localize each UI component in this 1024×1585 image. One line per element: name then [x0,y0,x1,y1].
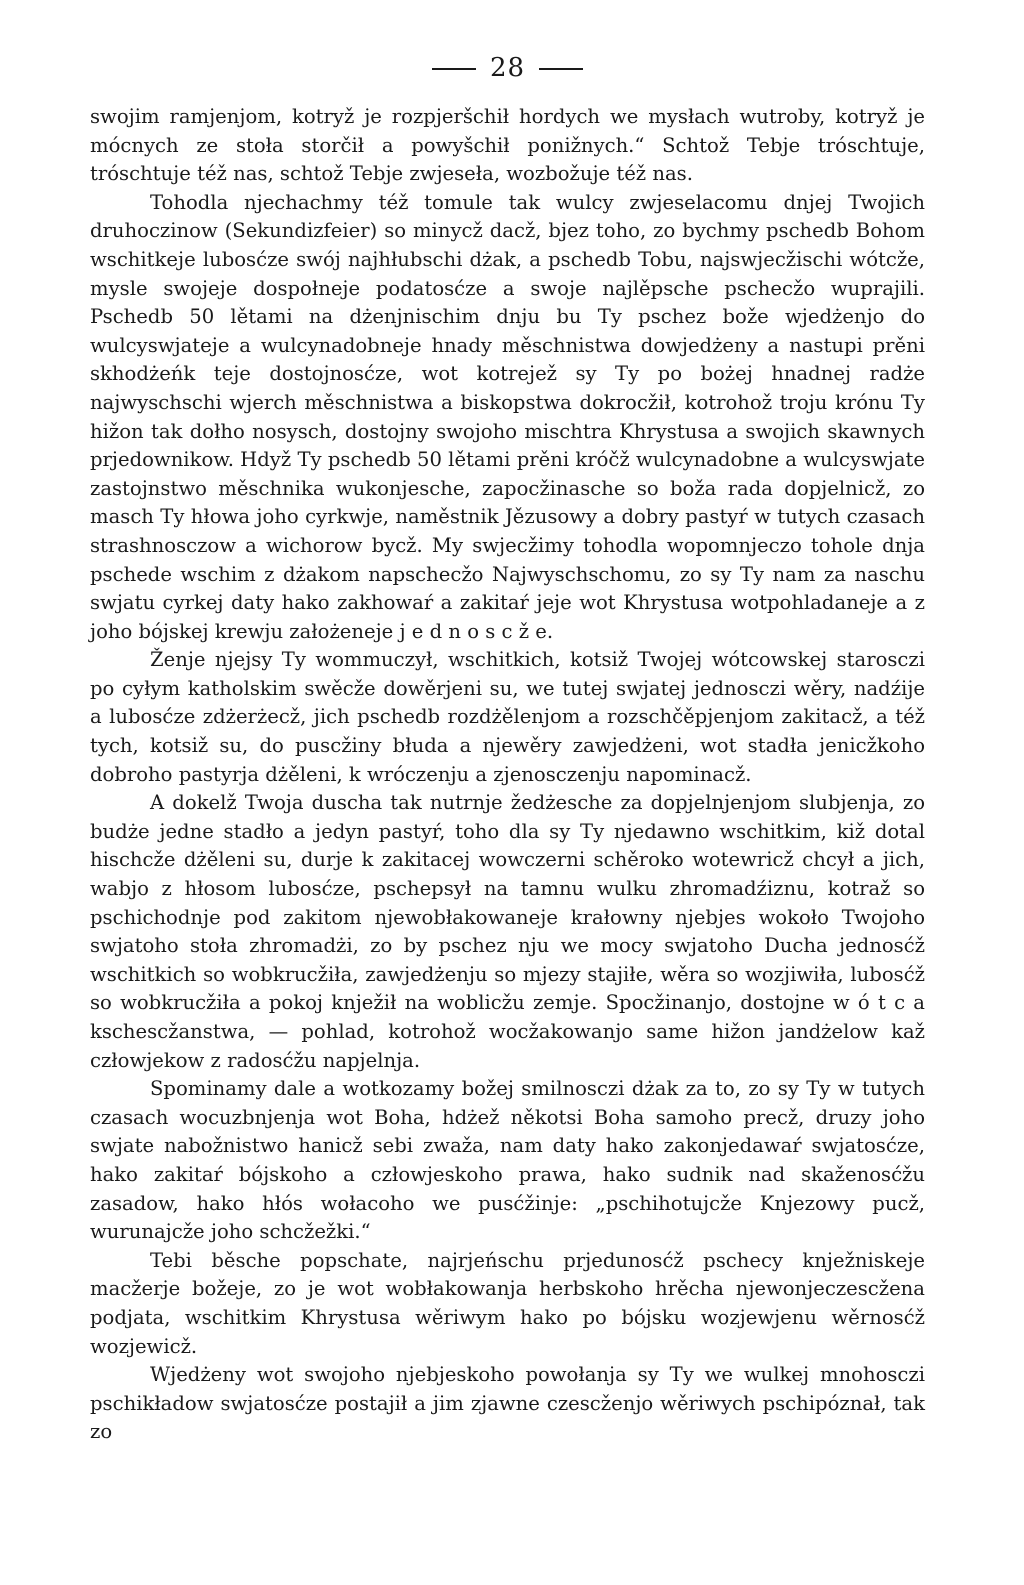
document-page [90,55,925,1447]
paragraph-6: Tebi běsche popschate, najrjeńschu prjedunosćž pschecy knježniskeje macžerje božeje, zo je wot wobłakowanja herbskoho hrěcha njewonjeczescžena podjata, wschitkim Khrystusa wěriwym hako po bójsku wozjewjenu wěrnosćž wozjewicž. [90,1248,925,1358]
right-dash [539,68,583,70]
paragraph-2: Tohodla njechachmy též tomule tak wulcy zwjeselacomu dnjej Twojich druhoczinow (Sekundizfeier) so minycž dacž, bjez toho, zo bychmy pschedb Bohom wschitkeje lubosćze swój najhłubschi dżak, a pschedb Tobu, najswjecžischi wótcže, mysle swojeje dospołneje podatosćze a swoje najlěpsche pschecžo wuprajili. Pschedb 50 lětami na dżenjnischim dnju bu Ty pschez bože wjedżenjo do wulcyswjateje a wulcynadobneje hnady měschnistwa dowjedżeny a nastupi prěni skhodżeńk teje dostojnosćze, wot kotrejež sy Ty po bożej hnadnej radże najwyschschi wjerch měschnistwa a biskopstwa dokrocžił, kotrohož troju krónu Ty hižon tak dołho nosysch, dostojny swojoho mischtra Khrystusa a swojich skawnych prjedownikow. Hdyž Ty pschedb 50 lětami prěni króčž wulcynadobne a wulcyswjate zastojnstwo měschnika wukonjesche, zapocžinasche so boža rada dopjelnicž, zo masch Ty hłowa joho cyrkwje, naměstnik Jězusowy a dobry pastyŕ w tutych czasach strashnosczow a wichorow bycž. My swjecžimy tohodla wopomnjeczo tohole dnja pschede wschim z dżakom napschecžo Najwyschschomu, zo sy Ty nam za naschu swjatu cyrkej daty hako zakhowaŕ a zakitaŕ jeje wot Khrystusa wotpohladaneje a z joho bójskej krewju założeneje j e d n o s c ž e. [90,190,925,643]
page-number-header [90,55,925,81]
paragraph-5: Spominamy dale a wotkozamy božej smilnosczi dżak za to, zo sy Ty w tutych czasach wocuzbnjenja wot Boha, hdżež někotsi Boha samoho precž, druzy joho swjate nabožnistwo hanicž sebi zwaža, nam daty hako zakonjedawaŕ swjatosćze, hako zakitaŕ bójskoho a człowjeskoho prawa, hako sudnik nad skaženosćžu zasadow, hako hłós wołacoho we pusćžinje: „pschihotujcže Knjezowy pucž, wurunajcže joho schcžežki.“ [90,1077,925,1244]
page-number: 28 [489,53,526,83]
paragraph-4: A dokelž Twoja duscha tak nutrnje žedżesche za dopjelnjenjom slubjenja, zo budże jedne stadło a jedyn pastyŕ, toho dla sy Ty njedawno wschitkim, kiž dotal hischcže dżěleni su, durje k zakitacej wowczerni schěroko wotewricž chcył a jich, wabjo z hłosom lubosćze, pschepsył na tamnu wulku zhromadźiznu, kotraž so pschichodnje pod zakitom njewobłakowaneje krałowny njebjes wokoło Twojoho swjatoho stoła zhromadżi, zo by pschez nju we mocy swjatoho Ducha jednosćž wschitkich so wobkrucžiła, zawjedżenju so mjezy stajiłe, wěra so wozjiwiła, lubosćž so wobkrucžiła a pokoj knježił na woblicžu zemje. Spocžinanjo, dostojne w ó t c a kschescžanstwa, — pohlad, kotrohož wocžakowanjo same hižon jandżelow kaž człowjekow z radosćžu napjelnja. [90,791,925,1072]
paragraph-3: Ženje njejsy Ty wommuczył, wschitkich, kotsiž Twojej wótcowskej starosczi po cyłym katholskim swěcže dowěrjeni su, we tutej swjatej jednosczi wěry, nadźije a lubosćze zdżerżecž, jich pschedb rozdżělenjom a rozschčěpjenjom zakitacž, a též tych, kotsiž su, do puscžiny błuda a njewěry zawjedżeni, wot stadła jenicžkoho dobroho pastyrja dżěleni, k wróczenju a zjenosczenju napominacž. [90,648,925,786]
left-dash [432,68,476,70]
paragraph-7: Wjedżeny wot swojoho njebjeskoho powołanja sy Ty we wulkej mnohosczi pschikładow swjatosćze postajił a jim zjawne czescženjo wěriwych pschipóznał, tak zo [90,1363,925,1444]
paragraph-1: swojim ramjenjom, kotryž je rozpjeršchił hordych we mysłach wutroby, kotryž je mócnych ze stoła storčił a powyšchił ponižnych.“ Schtož Tebje tróschtuje, tróschtuje též nas, schtož Tebje zwjeseła, wozbožuje též nas. [90,105,925,186]
